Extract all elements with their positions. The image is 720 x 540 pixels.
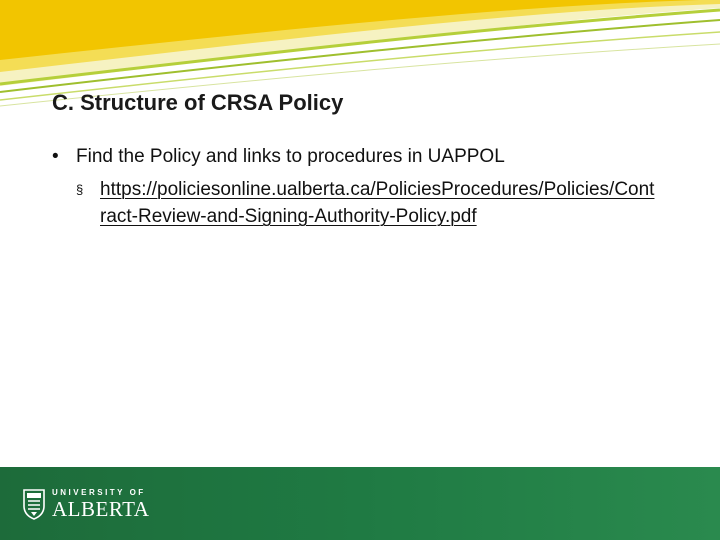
section-sign-bullet-icon: § (76, 182, 84, 197)
university-logo (22, 488, 149, 520)
logo-alberta: ALBERTA (52, 497, 150, 521)
sub-bullet-item (52, 176, 692, 230)
logo-university-of: UNIVERSITY OF (52, 488, 146, 497)
slide-title: C. Structure of CRSA Policy (52, 90, 344, 115)
university-crest-icon (22, 488, 46, 520)
slide-body (52, 144, 692, 230)
bullet-item (52, 144, 692, 170)
bullet-dot-icon: • (52, 146, 59, 167)
policy-pdf-link[interactable]: https://policiesonline.ualberta.ca/PoliciesProcedures/Policies/Contract-Review-and-Signing-Authority-Policy.pdf (100, 179, 655, 227)
bullet-text: Find the Policy and links to procedures in UAPPOL (76, 146, 505, 167)
logo-wordmark (52, 488, 149, 520)
